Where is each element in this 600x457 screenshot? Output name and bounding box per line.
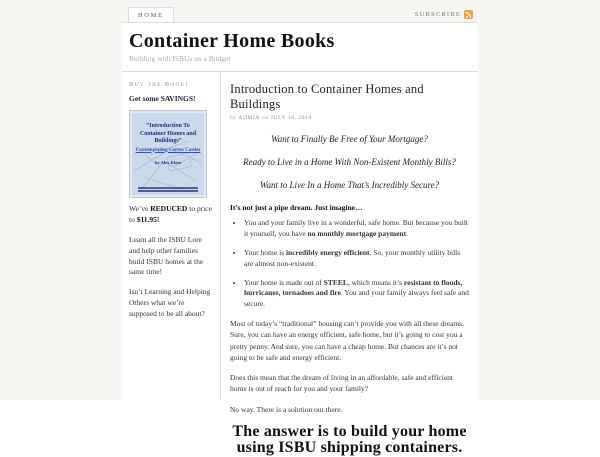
site-title: Container Home Books xyxy=(129,30,335,52)
text-run-bold: resistant to floods, hurricanes, tornadoes and fire xyxy=(244,277,463,298)
text-run: . So, your monthly utility bills are almost non-existent. xyxy=(244,247,461,268)
list-item xyxy=(244,218,469,240)
text-run: We’ve xyxy=(129,204,151,213)
byline-author[interactable]: ADMIN xyxy=(238,115,261,121)
byline-date: JULY 18, 2010 xyxy=(270,115,312,121)
text-run-bold: no monthly mortgage payment xyxy=(307,228,407,238)
list-item xyxy=(244,278,469,311)
post-title: Introduction to Container Homes and Buildings xyxy=(230,82,424,111)
sidebar xyxy=(122,72,221,400)
reduced-price-text xyxy=(129,204,214,226)
book-cover-text xyxy=(130,111,206,165)
subscribe-label: SUBSCRIBE xyxy=(414,11,461,18)
question-line: Want to Finally Be Free of Your Mortgage? xyxy=(271,134,428,144)
text-run: to price to xyxy=(129,204,212,224)
book-cover-image[interactable] xyxy=(129,110,207,198)
byline-by: by xyxy=(230,115,237,121)
text-run: . xyxy=(406,228,408,238)
post-byline xyxy=(230,115,469,121)
buy-the-book-heading: Buy the Book! xyxy=(129,81,190,88)
text-run-bold: REDUCED xyxy=(150,204,188,213)
text-run: You and your family live in a wonderful, safe home. But because you built it yourself, you have xyxy=(244,218,468,238)
text-run: Your home is xyxy=(244,247,286,257)
content-column xyxy=(122,22,478,457)
body-paragraph: No way. There is a solution out there. xyxy=(230,404,343,414)
text-run: . You and your family always feel safe and secure. xyxy=(244,288,469,309)
rss-icon[interactable] xyxy=(464,10,473,19)
savings-text: Get some SAVINGS! xyxy=(129,94,196,103)
book-cover-subtitle: Contemplating Corten Castles xyxy=(135,147,201,153)
text-run: Your home is made out of xyxy=(244,277,324,287)
nav-tab-home[interactable]: HOME xyxy=(128,7,174,22)
list-item xyxy=(244,248,469,270)
main-article xyxy=(221,72,478,457)
answer-heading: The answer is to build your home using ISBU shipping containers. xyxy=(232,422,467,457)
pipe-dream-lead: It’s not just a pipe dream. Just imagine… xyxy=(230,203,363,212)
site-tagline: Building with ISBUs on a Budget xyxy=(129,54,231,63)
question-line: Ready to Live in a Home With Non-Existent Monthly Bills? xyxy=(243,157,456,167)
columns xyxy=(122,72,478,457)
byline-on: on xyxy=(262,115,269,121)
body-paragraph: Does this mean that the dream of living in an affordable, safe and efficient home is out of reach for you and your family? xyxy=(230,373,453,394)
text-run-bold: incredibly energy efficient xyxy=(285,247,370,257)
body-paragraph: Most of today’s “traditional” housing can’t provide you with all these dreams. Sure, you can have an energy efficient, safe home, but it’s going to cost you a pretty penny. And sure, you can have a cheap home. But chances are it’s not going to be safe and energy efficient. xyxy=(230,319,464,362)
subscribe-link[interactable] xyxy=(415,10,473,19)
sidebar-paragraph: Learn all the ISBU Lore and help other families build ISBU homes at the same time! xyxy=(129,234,204,277)
book-cover-author: by Alex Klein xyxy=(154,159,181,165)
sidebar-paragraph: Isn’t Learning and Helping Others what we’re supposed to be all about? xyxy=(129,287,211,318)
book-cover-footer-text xyxy=(138,185,198,192)
benefits-list xyxy=(230,218,469,310)
text-run-bold: $11.95! xyxy=(136,214,160,224)
site-header xyxy=(122,23,478,72)
text-run-bold: STEEL xyxy=(323,277,348,287)
book-cover-title: “Introduction To Container Homes and Buildings” xyxy=(139,123,197,144)
question-line: Want to Live In a Home That’s Incredibly Secure? xyxy=(259,180,440,190)
text-run: , which means it’s xyxy=(347,277,404,287)
